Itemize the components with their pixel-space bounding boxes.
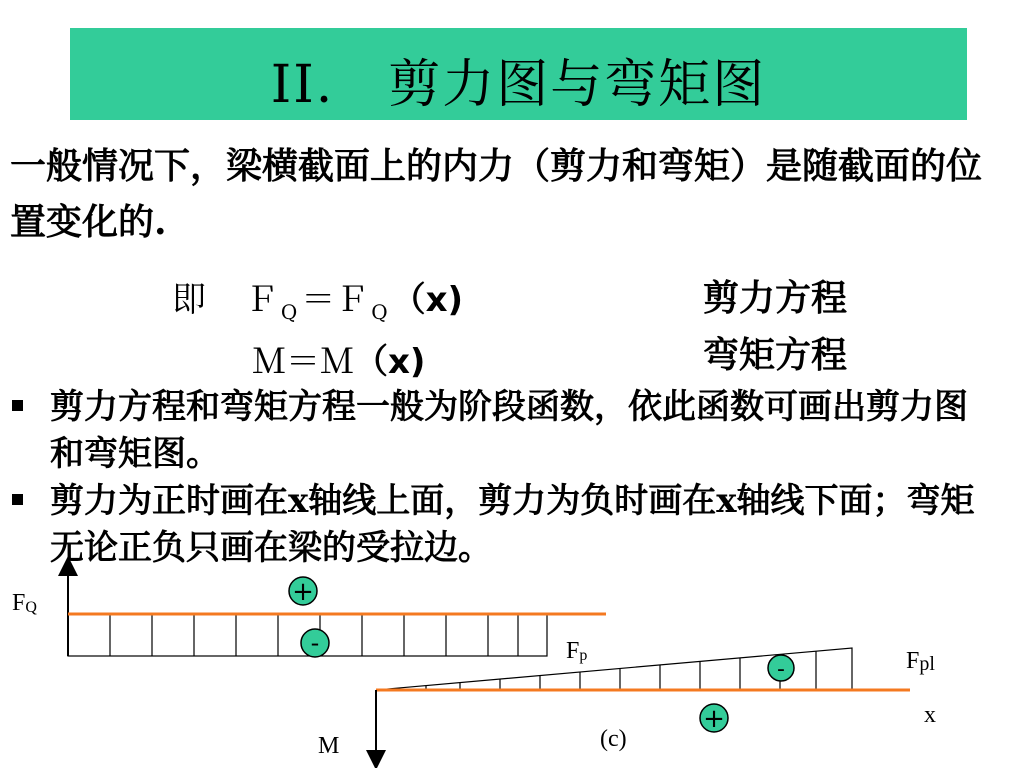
m-axis-label: M bbox=[318, 733, 340, 759]
intro-paragraph: 一般情况下，梁横截面上的内力（剪力和弯矩）是随截面的位置变化的. bbox=[10, 145, 983, 243]
fp-label: Fp bbox=[566, 638, 588, 664]
fq-lhs-sub: Q bbox=[280, 300, 298, 324]
figure-caption: (c) bbox=[600, 726, 627, 752]
m-plus-sign bbox=[700, 704, 728, 734]
m-minus-sign bbox=[768, 655, 794, 682]
svg-text:-: - bbox=[777, 657, 785, 682]
svg-text:+: + bbox=[703, 704, 725, 734]
fq-eq: ＝Ｆ bbox=[301, 280, 370, 320]
m-expr: Ｍ＝Ｍ bbox=[252, 342, 354, 382]
shear-equation-name: 剪力方程 bbox=[703, 277, 848, 319]
bullet-text: 剪力为正时画在x轴线上面，剪力为负时画在x轴线下面；弯矩无论正负只画在梁的受拉边。 bbox=[50, 481, 975, 568]
slide-title: II. 剪力图与弯矩图 bbox=[270, 55, 767, 115]
moment-equation-name: 弯矩方程 bbox=[703, 334, 848, 376]
svg-text:-: - bbox=[310, 629, 320, 657]
x-axis-label: x bbox=[924, 702, 936, 728]
fq-minus-sign bbox=[301, 629, 329, 657]
fq-plus-sign bbox=[289, 577, 317, 607]
fq-lhs: Ｆ bbox=[244, 280, 279, 320]
svg-text:+: + bbox=[292, 577, 314, 607]
m-arg: （x) bbox=[354, 342, 426, 382]
equation-prefix: 即 bbox=[172, 280, 206, 320]
fpl-label: Fpl bbox=[906, 648, 935, 675]
bullet-text: 剪力方程和弯矩方程一般为阶段函数，依此函数可画出剪力图和弯矩图。 bbox=[50, 387, 968, 474]
fq-axis-label: FQ bbox=[12, 590, 37, 616]
fq-rhs-sub: Q bbox=[371, 300, 388, 324]
fq-arg: （x) bbox=[391, 280, 464, 320]
moment-hatch bbox=[426, 651, 816, 690]
